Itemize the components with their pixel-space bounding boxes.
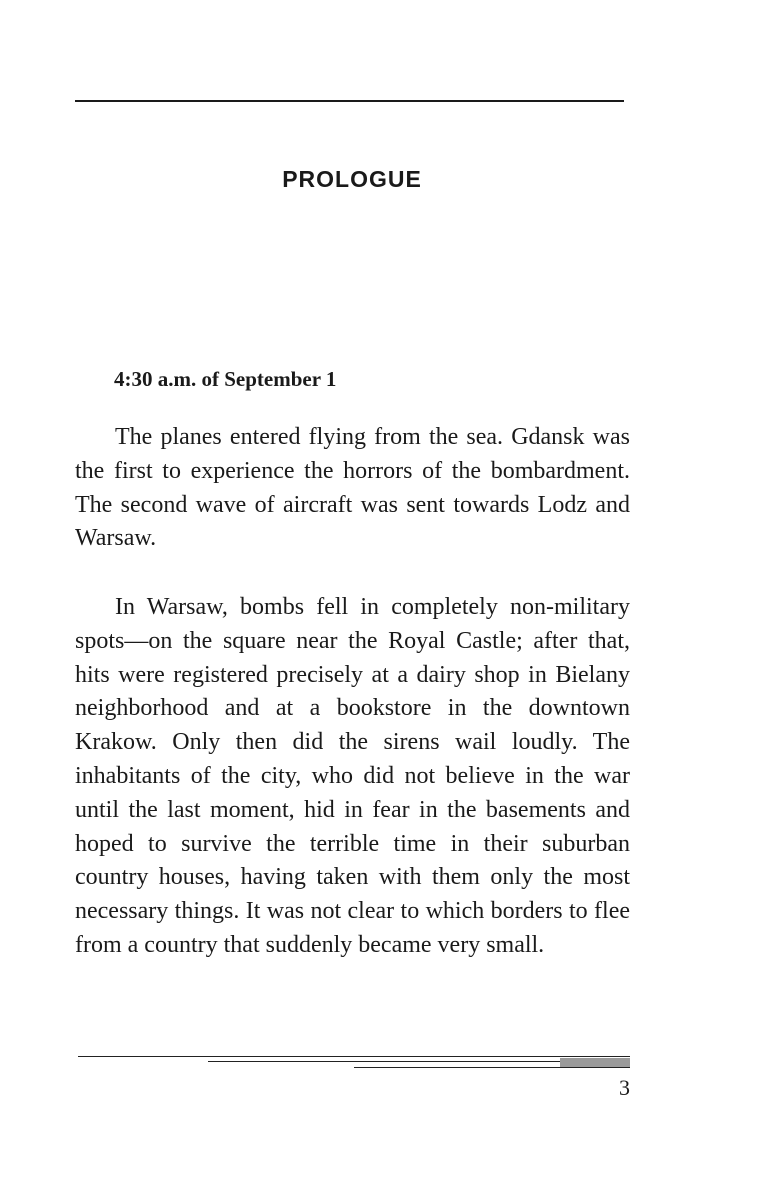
footer-rule-medium xyxy=(208,1061,630,1062)
footer-gray-block xyxy=(560,1058,630,1067)
header-rule xyxy=(75,100,624,102)
chapter-title: PROLOGUE xyxy=(282,166,422,192)
footer-rule-short xyxy=(354,1067,630,1068)
paragraph-1: The planes entered flying from the sea. Gdansk was the first to experience the horrors of the bombardment. The second wave of aircraft was sent towards Lodz and Warsaw. xyxy=(75,424,630,552)
paragraph-2: In Warsaw, bombs fell in completely non-military spots—on the square near the Royal Castle; after that, hits were registered precisely at a dairy shop in Bielany neighborhood and at a bookstore in the downtown Krakow. Only then did the sirens wail loudly. The inhabitants of the city, who did not believe in the war until the last moment, hid in fear in the basements and hoped to survive the terrible time in their suburban country houses, having taken with them only the most necessary things. It was not clear to which borders to flee from a country that suddenly became very small. xyxy=(75,594,630,958)
footer-rule-long xyxy=(78,1056,630,1057)
section-heading: 4:30 a.m. of September 1 xyxy=(114,367,337,391)
page-number: 3 xyxy=(619,1075,630,1100)
